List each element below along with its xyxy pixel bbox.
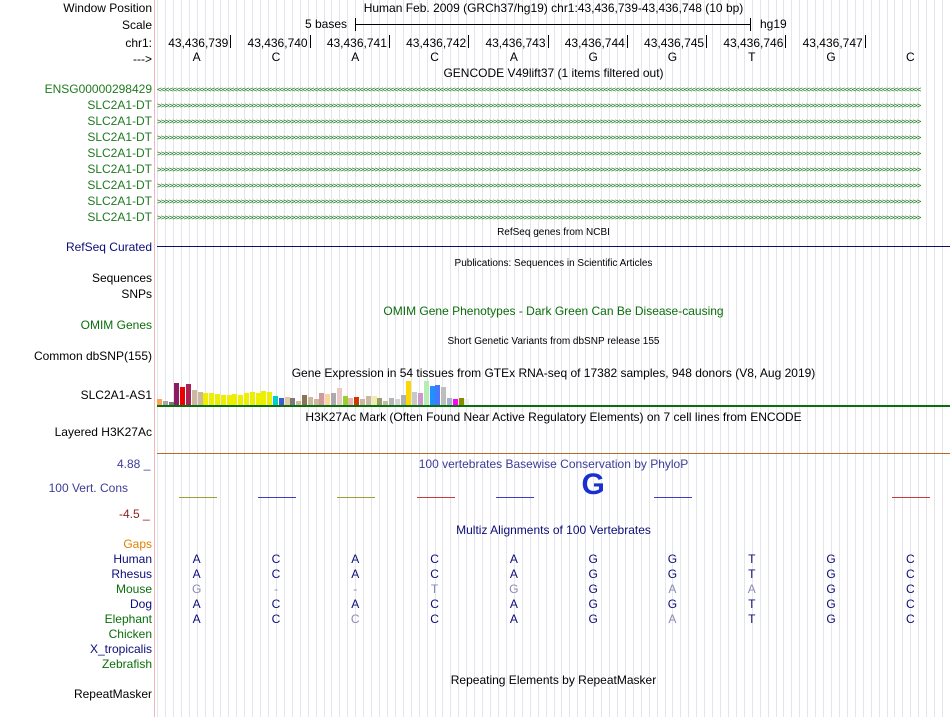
- multiz-base: A: [351, 597, 360, 611]
- coordinate-tick: [389, 35, 390, 48]
- multiz-species-label[interactable]: Dog: [129, 597, 152, 611]
- multiz-base: C: [906, 567, 915, 581]
- coordinate-label: 43,436,744: [564, 36, 625, 50]
- multiz-base: A: [509, 567, 518, 581]
- base-letter: G: [667, 50, 678, 64]
- coordinate-tick: [230, 35, 231, 48]
- coordinate-label: 43,436,746: [723, 36, 784, 50]
- gencode-item-label[interactable]: SLC2A1-DT: [87, 210, 152, 224]
- multiz-base: A: [192, 552, 201, 566]
- coordinate-label: 43,436,742: [406, 36, 467, 50]
- gtex-tissue-bar[interactable]: [192, 390, 197, 405]
- multiz-base: C: [430, 597, 439, 611]
- refseq-track-title[interactable]: RefSeq genes from NCBI: [497, 227, 610, 238]
- gtex-tissue-bar[interactable]: [256, 393, 261, 405]
- gencode-item-arrows[interactable]: >>>>>>>>>>>>>>>>>>>>>>>>>>>>>>>>>>>>>>>>>>>>>>>>>>>>>>>>>>>>>>>>>>>>>>>>>>>>>>>>>>>>>>>>>>>>>>>>>>>>>>>>>>>>>>>>>>>>>>>>>>>>>>>>>>>>>>>>>>>>>>>>>>>>>>>>>>>>>>>>>>>>>>>>>>>>>>>>>>>>>>>>>>>>>>>>>>>>>>>>: [157, 118, 921, 125]
- gtex-tissue-bar[interactable]: [261, 391, 266, 405]
- dbsnp-track-title[interactable]: Short Genetic Variants from dbSNP release 155: [447, 336, 660, 347]
- multiz-gaps-label[interactable]: Gaps: [123, 537, 152, 551]
- phylop-ymax: 4.88 _: [117, 457, 151, 471]
- gtex-tissue-bar[interactable]: [348, 398, 353, 405]
- gtex-tissue-bar[interactable]: [337, 388, 342, 405]
- gtex-tissue-bar[interactable]: [331, 393, 336, 405]
- multiz-base: G: [588, 612, 598, 626]
- strand-label: --->: [133, 52, 152, 66]
- gencode-item-arrows[interactable]: >>>>>>>>>>>>>>>>>>>>>>>>>>>>>>>>>>>>>>>>>>>>>>>>>>>>>>>>>>>>>>>>>>>>>>>>>>>>>>>>>>>>>>>>>>>>>>>>>>>>>>>>>>>>>>>>>>>>>>>>>>>>>>>>>>>>>>>>>>>>>>>>>>>>>>>>>>>>>>>>>>>>>>>>>>>>>>>>>>>>>>>>>>>>>>>>>>>>>>>>: [157, 134, 921, 141]
- gtex-tissue-bar[interactable]: [424, 381, 429, 405]
- multiz-base: A: [192, 612, 201, 626]
- multiz-base: T: [748, 612, 756, 626]
- refseq-track-label[interactable]: RefSeq Curated: [65, 240, 152, 254]
- multiz-base: A: [668, 582, 677, 596]
- coordinate-tick: [627, 35, 628, 48]
- coordinate-label: 43,436,739: [168, 36, 229, 50]
- gtex-tissue-bar[interactable]: [174, 383, 179, 405]
- gtex-tissue-bar[interactable]: [325, 394, 330, 405]
- multiz-base: A: [509, 552, 518, 566]
- multiz-base: G: [826, 552, 836, 566]
- multiz-base: C: [430, 552, 439, 566]
- base-letter: A: [192, 50, 201, 64]
- repeatmasker-track-label[interactable]: RepeatMasker: [73, 687, 152, 701]
- coordinate-label: 43,436,740: [247, 36, 308, 50]
- gtex-tissue-bar[interactable]: [377, 398, 382, 405]
- window-position-value: Human Feb. 2009 (GRCh37/hg19) chr1:43,436,739-43,436,748 (10 bp): [363, 1, 744, 15]
- phylop-score-mark[interactable]: [892, 497, 930, 499]
- scale-bar: [355, 24, 751, 25]
- gtex-tissue-bar[interactable]: [302, 395, 307, 405]
- scale-bar-left-cap: [355, 18, 356, 31]
- gtex-tissue-bar[interactable]: [308, 397, 313, 405]
- gtex-tissue-bar[interactable]: [198, 392, 203, 405]
- multiz-base: G: [588, 567, 598, 581]
- gtex-tissue-bar[interactable]: [459, 398, 464, 405]
- base-letter: A: [509, 50, 518, 64]
- multiz-base: G: [667, 597, 678, 611]
- gencode-item-label[interactable]: SLC2A1-DT: [87, 98, 152, 112]
- base-letter: A: [351, 50, 360, 64]
- base-letter: G: [826, 50, 836, 64]
- phylop-score-mark[interactable]: [496, 497, 534, 499]
- multiz-base: C: [906, 612, 915, 626]
- multiz-base: T: [748, 567, 756, 581]
- phylop-track-label[interactable]: 100 Vert. Cons: [48, 481, 128, 495]
- coordinate-label: 43,436,741: [326, 36, 387, 50]
- base-letter: C: [271, 50, 281, 64]
- omim-track-label[interactable]: OMIM Genes: [80, 318, 152, 332]
- gtex-tissue-bar[interactable]: [273, 396, 278, 405]
- publications-track-title[interactable]: Publications: Sequences in Scientific Articles: [454, 258, 653, 269]
- phylop-score-mark[interactable]: [258, 497, 296, 499]
- gtex-tissue-bar[interactable]: [244, 393, 249, 405]
- coordinate-tick: [785, 35, 786, 48]
- phylop-score-mark[interactable]: [417, 497, 455, 499]
- gencode-item-arrows[interactable]: >>>>>>>>>>>>>>>>>>>>>>>>>>>>>>>>>>>>>>>>>>>>>>>>>>>>>>>>>>>>>>>>>>>>>>>>>>>>>>>>>>>>>>>>>>>>>>>>>>>>>>>>>>>>>>>>>>>>>>>>>>>>>>>>>>>>>>>>>>>>>>>>>>>>>>>>>>>>>>>>>>>>>>>>>>>>>>>>>>>>>>>>>>>>>>>>>>>>>>>>: [157, 198, 921, 205]
- gtex-tissue-bar[interactable]: [389, 398, 394, 405]
- gtex-tissue-bar[interactable]: [366, 396, 371, 405]
- phylop-conserved-glyph[interactable]: G: [581, 468, 605, 501]
- gencode-item-arrows[interactable]: >>>>>>>>>>>>>>>>>>>>>>>>>>>>>>>>>>>>>>>>>>>>>>>>>>>>>>>>>>>>>>>>>>>>>>>>>>>>>>>>>>>>>>>>>>>>>>>>>>>>>>>>>>>>>>>>>>>>>>>>>>>>>>>>>>>>>>>>>>>>>>>>>>>>>>>>>>>>>>>>>>>>>>>>>>>>>>>>>>>>>>>>>>>>>>>>>>>>>>>>: [157, 102, 921, 109]
- gtex-tissue-bar[interactable]: [430, 386, 435, 405]
- multiz-base: -: [273, 582, 278, 596]
- multiz-base: G: [826, 597, 836, 611]
- gtex-tissue-bar[interactable]: [180, 387, 185, 405]
- gtex-tissue-bar[interactable]: [279, 398, 284, 405]
- multiz-base: G: [667, 567, 678, 581]
- coordinate-tick: [706, 35, 707, 48]
- phylop-track-title[interactable]: 100 vertebrates Basewise Conservation by PhyloP: [418, 457, 689, 471]
- multiz-base: C: [430, 567, 439, 581]
- multiz-species-label[interactable]: Rhesus: [111, 567, 152, 581]
- multiz-base: G: [826, 582, 836, 596]
- multiz-base: T: [430, 582, 439, 596]
- multiz-species-label[interactable]: Elephant: [104, 612, 152, 626]
- multiz-base: T: [748, 552, 756, 566]
- gtex-expression-bars[interactable]: [157, 378, 950, 405]
- gtex-tissue-bar[interactable]: [401, 395, 406, 405]
- multiz-base: A: [351, 567, 360, 581]
- scale-text: 5 bases: [305, 17, 348, 31]
- scale-assembly: hg19: [760, 17, 787, 31]
- gtex-tissue-bar[interactable]: [319, 393, 324, 405]
- gencode-item-label[interactable]: SLC2A1-DT: [87, 194, 152, 208]
- gencode-item-arrows[interactable]: >>>>>>>>>>>>>>>>>>>>>>>>>>>>>>>>>>>>>>>>>>>>>>>>>>>>>>>>>>>>>>>>>>>>>>>>>>>>>>>>>>>>>>>>>>>>>>>>>>>>>>>>>>>>>>>>>>>>>>>>>>>>>>>>>>>>>>>>>>>>>>>>>>>>>>>>>>>>>>>>>>>>>>>>>>>>>>>>>>>>>>>>>>>>>>>>>>>>>>>>: [157, 214, 921, 221]
- multiz-base: C: [430, 612, 439, 626]
- gtex-track-title[interactable]: Gene Expression in 54 tissues from GTEx RNA-seq of 17382 samples, 948 donors (V8, Aug 2019): [291, 366, 816, 380]
- multiz-base: C: [271, 552, 281, 566]
- gencode-item-arrows[interactable]: >>>>>>>>>>>>>>>>>>>>>>>>>>>>>>>>>>>>>>>>>>>>>>>>>>>>>>>>>>>>>>>>>>>>>>>>>>>>>>>>>>>>>>>>>>>>>>>>>>>>>>>>>>>>>>>>>>>>>>>>>>>>>>>>>>>>>>>>>>>>>>>>>>>>>>>>>>>>>>>>>>>>>>>>>>>>>>>>>>>>>>>>>>>>>>>>>>>>>>>>: [157, 150, 921, 157]
- multiz-species-label[interactable]: Human: [113, 552, 152, 566]
- phylop-score-mark[interactable]: [179, 497, 217, 499]
- multiz-base: C: [906, 597, 915, 611]
- base-letter: C: [430, 50, 439, 64]
- multiz-base: C: [906, 582, 915, 596]
- multiz-base: A: [509, 597, 518, 611]
- phylop-ymin: -4.5 _: [119, 507, 150, 521]
- gtex-tissue-bar[interactable]: [285, 397, 290, 405]
- window-position-label: Window Position: [63, 1, 152, 15]
- gtex-tissue-bar[interactable]: [186, 384, 191, 405]
- multiz-species-label[interactable]: Mouse: [115, 582, 152, 596]
- multiz-base: G: [826, 567, 836, 581]
- gencode-item-label[interactable]: SLC2A1-DT: [87, 114, 152, 128]
- h3k27ac-signal-line[interactable]: [157, 453, 950, 454]
- coordinate-label: 43,436,745: [644, 36, 705, 50]
- gtex-tissue-bar[interactable]: [215, 394, 220, 405]
- gtex-tissue-bar[interactable]: [354, 397, 359, 405]
- publications-sequences-label[interactable]: Sequences: [91, 271, 152, 285]
- h3k27ac-track-label[interactable]: Layered H3K27Ac: [54, 425, 152, 439]
- gencode-item-arrows[interactable]: >>>>>>>>>>>>>>>>>>>>>>>>>>>>>>>>>>>>>>>>>>>>>>>>>>>>>>>>>>>>>>>>>>>>>>>>>>>>>>>>>>>>>>>>>>>>>>>>>>>>>>>>>>>>>>>>>>>>>>>>>>>>>>>>>>>>>>>>>>>>>>>>>>>>>>>>>>>>>>>>>>>>>>>>>>>>>>>>>>>>>>>>>>>>>>>>>>>>>>>>: [157, 182, 921, 189]
- phylop-score-mark[interactable]: [654, 497, 692, 499]
- gencode-track-title[interactable]: GENCODE V49lift37 (1 items filtered out): [443, 66, 664, 80]
- repeatmasker-track-title[interactable]: Repeating Elements by RepeatMasker: [450, 673, 657, 687]
- multiz-base: A: [351, 552, 360, 566]
- multiz-base: C: [271, 567, 281, 581]
- gtex-baseline: [157, 405, 950, 407]
- gtex-tissue-bar[interactable]: [406, 381, 411, 405]
- multiz-base: A: [747, 582, 756, 596]
- multiz-species-label[interactable]: X_tropicalis: [89, 642, 152, 656]
- multiz-base: C: [271, 597, 281, 611]
- refseq-gene-line[interactable]: [157, 246, 950, 247]
- gencode-item-label[interactable]: SLC2A1-DT: [87, 146, 152, 160]
- gtex-tissue-bar[interactable]: [290, 398, 295, 405]
- gtex-tissue-bar[interactable]: [418, 393, 423, 405]
- coordinate-tick: [548, 35, 549, 48]
- gtex-tissue-bar[interactable]: [250, 392, 255, 405]
- gtex-tissue-bar[interactable]: [441, 387, 446, 405]
- multiz-base: A: [668, 612, 677, 626]
- phylop-score-mark[interactable]: [337, 497, 375, 499]
- coordinate-tick: [468, 35, 469, 48]
- base-letter: C: [906, 50, 915, 64]
- label-divider: [154, 0, 155, 717]
- gtex-tissue-bar[interactable]: [412, 392, 417, 405]
- gencode-item-arrows[interactable]: >>>>>>>>>>>>>>>>>>>>>>>>>>>>>>>>>>>>>>>>>>>>>>>>>>>>>>>>>>>>>>>>>>>>>>>>>>>>>>>>>>>>>>>>>>>>>>>>>>>>>>>>>>>>>>>>>>>>>>>>>>>>>>>>>>>>>>>>>>>>>>>>>>>>>>>>>>>>>>>>>>>>>>>>>>>>>>>>>>>>>>>>>>>>>>>>>>>>>>>>: [157, 166, 921, 173]
- gencode-item-label[interactable]: SLC2A1-DT: [87, 178, 152, 192]
- gtex-tissue-bar[interactable]: [238, 395, 243, 405]
- scale-label: Scale: [121, 18, 152, 32]
- omim-track-title[interactable]: OMIM Gene Phenotypes - Dark Green Can Be Disease-causing: [383, 304, 724, 318]
- gencode-item-label[interactable]: ENSG00000298429: [44, 82, 152, 96]
- multiz-base: G: [667, 552, 678, 566]
- multiz-base: C: [350, 612, 360, 626]
- gtex-tissue-bar[interactable]: [232, 394, 237, 405]
- multiz-base: A: [509, 612, 518, 626]
- gtex-tissue-bar[interactable]: [227, 395, 232, 405]
- multiz-track-title[interactable]: Multiz Alignments of 100 Vertebrates: [456, 523, 651, 537]
- gtex-tissue-bar[interactable]: [343, 396, 348, 405]
- scale-bar-right-cap: [750, 18, 751, 31]
- gtex-tissue-bar[interactable]: [203, 393, 208, 405]
- multiz-base: A: [192, 597, 201, 611]
- coordinate-label: 43,436,747: [802, 36, 863, 50]
- multiz-base: G: [588, 552, 598, 566]
- multiz-base: G: [509, 582, 519, 596]
- gtex-tissue-bar[interactable]: [221, 395, 226, 405]
- multiz-base: G: [588, 597, 598, 611]
- multiz-base: C: [271, 612, 281, 626]
- dbsnp-track-label[interactable]: Common dbSNP(155): [33, 349, 152, 363]
- gtex-tissue-bar[interactable]: [447, 398, 452, 405]
- gtex-tissue-bar[interactable]: [372, 396, 377, 405]
- publications-snps-label[interactable]: SNPs: [121, 287, 152, 301]
- base-letter: G: [588, 50, 598, 64]
- gtex-track-label[interactable]: SLC2A1-AS1: [80, 388, 152, 402]
- base-letter: T: [748, 50, 756, 64]
- gencode-item-label[interactable]: SLC2A1-DT: [87, 130, 152, 144]
- h3k27ac-track-title[interactable]: H3K27Ac Mark (Often Found Near Active Regulatory Elements) on 7 cell lines from ENCODE: [305, 410, 802, 424]
- multiz-base: C: [906, 552, 915, 566]
- multiz-base: G: [588, 582, 598, 596]
- coordinate-tick: [310, 35, 311, 48]
- multiz-species-label[interactable]: Zebrafish: [101, 657, 152, 671]
- multiz-base: G: [191, 582, 202, 596]
- gtex-tissue-bar[interactable]: [267, 392, 272, 405]
- gencode-item-arrows[interactable]: <<<<<<<<<<<<<<<<<<<<<<<<<<<<<<<<<<<<<<<<<<<<<<<<<<<<<<<<<<<<<<<<<<<<<<<<<<<<<<<<<<<<<<<<<<<<<<<<<<<<<<<<<<<<<<<<<<<<<<<<<<<<<<<<<<<<<<<<<<<<<<<<<<<<<<<<<<<<<<<<<<<<<<<<<<<<<<<<<<<<<<<<<<<<<<<<<<<<<<<<: [157, 86, 921, 93]
- coordinate-label: 43,436,743: [485, 36, 546, 50]
- multiz-species-label[interactable]: Chicken: [108, 627, 152, 641]
- gencode-item-label[interactable]: SLC2A1-DT: [87, 162, 152, 176]
- chrom-label: chr1:: [125, 36, 152, 50]
- gtex-tissue-bar[interactable]: [209, 393, 214, 405]
- multiz-base: A: [192, 567, 201, 581]
- gtex-tissue-bar[interactable]: [435, 385, 440, 405]
- multiz-base: G: [826, 612, 836, 626]
- multiz-base: -: [353, 582, 358, 596]
- coordinate-tick: [865, 35, 866, 48]
- multiz-base: T: [748, 597, 756, 611]
